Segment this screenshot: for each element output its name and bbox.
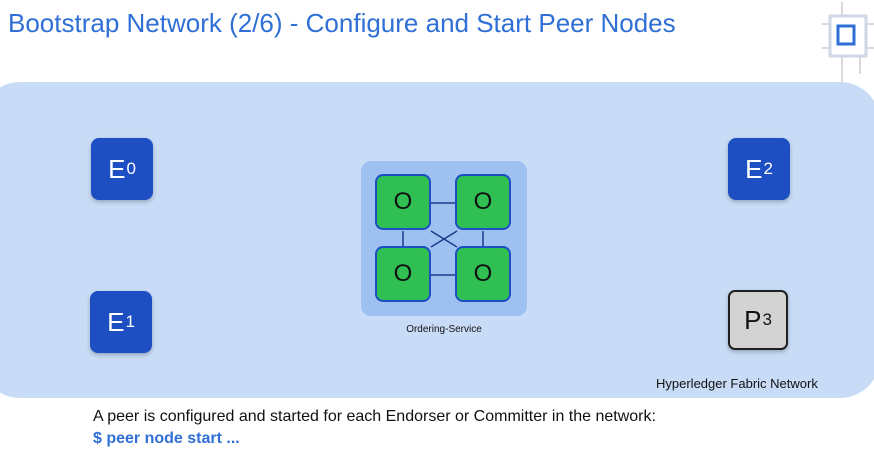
endorser-node-e1: E 1 (90, 291, 152, 353)
endorser-node-e0: E 0 (91, 138, 153, 200)
orderer-node: O (455, 174, 511, 230)
orderer-node: O (375, 246, 431, 302)
hyperledger-logo-icon (818, 2, 874, 82)
committer-node-p3: P 3 (728, 290, 788, 350)
slide-title: Bootstrap Network (2/6) - Configure and Start Peer Nodes (8, 8, 676, 38)
endorser-node-e2: E 2 (728, 138, 790, 200)
orderer-node: O (375, 174, 431, 230)
caption-text: A peer is configured and started for each Endorser or Committer in the network: (93, 408, 656, 425)
ordering-service-label: Ordering-Service (406, 324, 482, 335)
orderer-node: O (455, 246, 511, 302)
command-text: $ peer node start ... (93, 430, 240, 447)
network-label: Hyperledger Fabric Network (656, 376, 818, 391)
